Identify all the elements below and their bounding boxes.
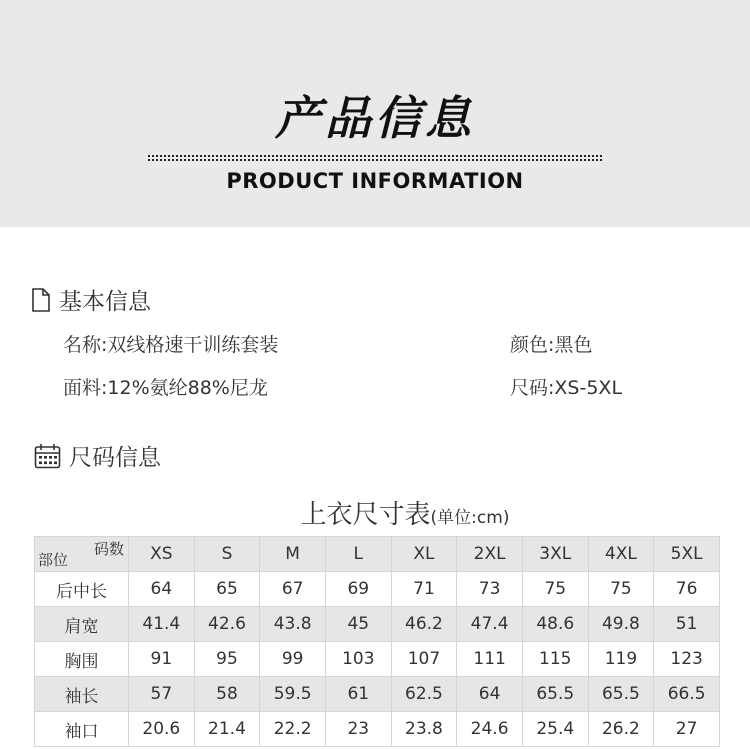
corner-size-label: 码数 — [93, 540, 124, 558]
table-row — [35, 712, 720, 747]
table-cell: 26.2 — [588, 712, 654, 747]
table-cell: 23.8 — [391, 712, 457, 747]
table-cell: 103 — [325, 642, 391, 677]
table-row — [35, 642, 720, 677]
dotted-divider — [148, 155, 602, 161]
table-cell: 65.5 — [522, 677, 588, 712]
product-material: 面料:12%氨纶88%尼龙 — [63, 377, 268, 399]
size-header-cell: XL — [391, 537, 457, 572]
table-cell: 27 — [654, 712, 720, 747]
size-table — [34, 536, 720, 747]
table-cell: 45 — [325, 607, 391, 642]
table-cell: 64 — [457, 677, 523, 712]
table-cell: 91 — [129, 642, 195, 677]
table-cell: 73 — [457, 572, 523, 607]
part-label-cell: 肩宽 — [35, 607, 129, 642]
table-cell: 71 — [391, 572, 457, 607]
size-header-cell: 2XL — [457, 537, 523, 572]
size-table-name: 上衣尺寸表 — [300, 500, 431, 530]
part-label-cell: 后中长 — [35, 572, 129, 607]
table-cell: 67 — [260, 572, 326, 607]
table-cell: 107 — [391, 642, 457, 677]
product-color: 颜色:黑色 — [510, 334, 593, 356]
product-name: 名称:双线格速干训练套装 — [63, 334, 279, 356]
part-label-cell: 袖长 — [35, 677, 129, 712]
table-cell: 41.4 — [129, 607, 195, 642]
size-info-title: 尺码信息 — [69, 445, 161, 471]
table-cell: 123 — [654, 642, 720, 677]
table-cell: 95 — [194, 642, 260, 677]
basic-info-heading — [31, 283, 151, 316]
table-cell: 24.6 — [457, 712, 523, 747]
table-row — [35, 607, 720, 642]
table-corner-cell — [35, 537, 129, 572]
table-cell: 47.4 — [457, 607, 523, 642]
page-title: 产品信息 — [275, 91, 475, 145]
size-table-title — [0, 494, 750, 531]
table-cell: 20.6 — [129, 712, 195, 747]
header-banner — [0, 0, 750, 227]
table-cell: 58 — [194, 677, 260, 712]
size-header-row — [35, 537, 720, 572]
table-cell: 64 — [129, 572, 195, 607]
table-cell: 23 — [325, 712, 391, 747]
calendar-icon — [34, 443, 61, 469]
table-cell: 66.5 — [654, 677, 720, 712]
size-header-cell: 3XL — [522, 537, 588, 572]
corner-part-label: 部位 — [38, 551, 69, 569]
table-cell: 62.5 — [391, 677, 457, 712]
table-cell: 22.2 — [260, 712, 326, 747]
table-cell: 111 — [457, 642, 523, 677]
table-cell: 21.4 — [194, 712, 260, 747]
table-cell: 42.6 — [194, 607, 260, 642]
table-row — [35, 677, 720, 712]
table-cell: 46.2 — [391, 607, 457, 642]
product-size-range: 尺码:XS-5XL — [510, 377, 623, 399]
table-cell: 65.5 — [588, 677, 654, 712]
table-cell: 119 — [588, 642, 654, 677]
size-header-cell: 5XL — [654, 537, 720, 572]
table-cell: 51 — [654, 607, 720, 642]
page-subtitle: PRODUCT INFORMATION — [226, 169, 524, 193]
size-header-cell: XS — [129, 537, 195, 572]
table-cell: 76 — [654, 572, 720, 607]
table-cell: 48.6 — [522, 607, 588, 642]
size-header-cell: L — [325, 537, 391, 572]
document-icon — [31, 288, 51, 312]
table-cell: 61 — [325, 677, 391, 712]
table-cell: 75 — [588, 572, 654, 607]
table-row — [35, 572, 720, 607]
table-cell: 75 — [522, 572, 588, 607]
part-label-cell: 袖口 — [35, 712, 129, 747]
table-cell: 69 — [325, 572, 391, 607]
size-info-heading — [34, 439, 161, 472]
table-cell: 99 — [260, 642, 326, 677]
table-cell: 65 — [194, 572, 260, 607]
table-cell: 57 — [129, 677, 195, 712]
basic-info-title: 基本信息 — [59, 289, 151, 315]
table-cell: 25.4 — [522, 712, 588, 747]
table-cell: 49.8 — [588, 607, 654, 642]
size-header-cell: 4XL — [588, 537, 654, 572]
size-table-unit: (单位:cm) — [430, 508, 510, 528]
part-label-cell: 胸围 — [35, 642, 129, 677]
table-cell: 115 — [522, 642, 588, 677]
size-header-cell: M — [260, 537, 326, 572]
table-cell: 59.5 — [260, 677, 326, 712]
size-header-cell: S — [194, 537, 260, 572]
table-cell: 43.8 — [260, 607, 326, 642]
